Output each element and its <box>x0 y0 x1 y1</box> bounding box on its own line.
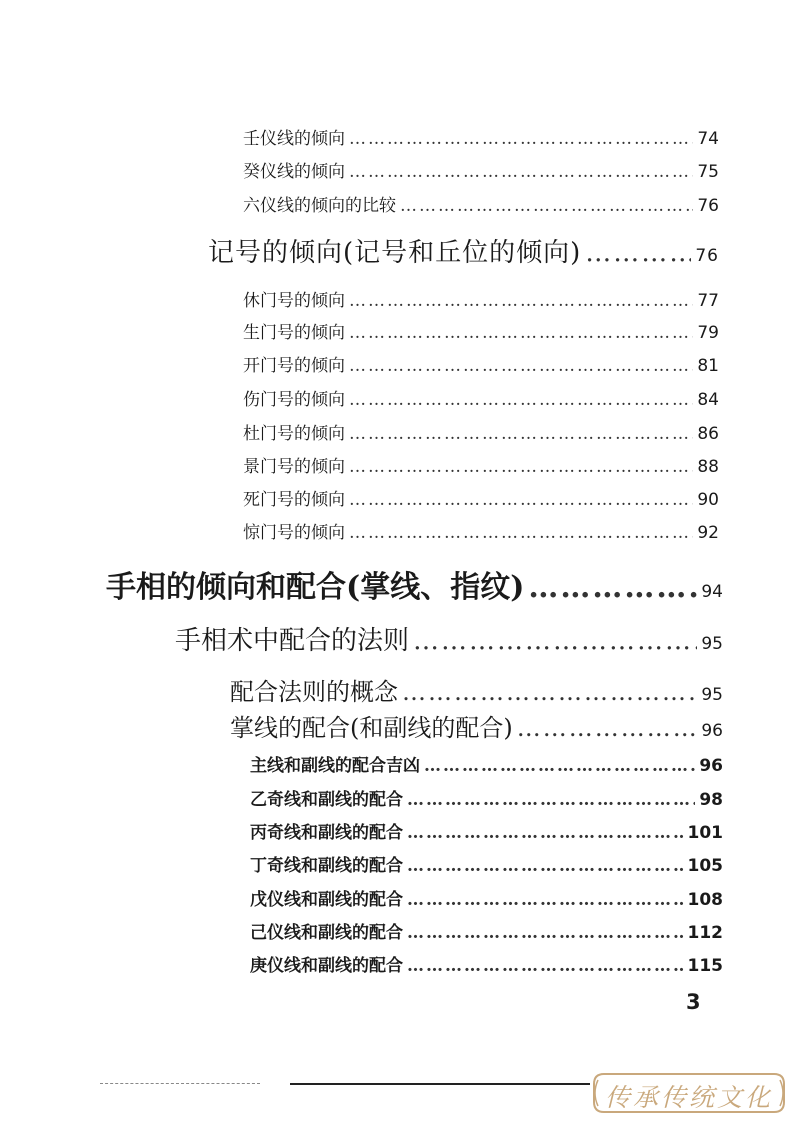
toc-entry[interactable] <box>243 191 719 216</box>
toc-leader-dots <box>349 523 693 543</box>
toc-leader-dots <box>407 856 684 876</box>
toc-entry[interactable] <box>243 286 719 311</box>
toc-leader-dots <box>407 890 684 910</box>
toc-entry-page: 75 <box>697 162 719 182</box>
toc-leader-dots <box>349 129 693 149</box>
toc-leader-dots <box>517 714 698 742</box>
toc-entry-title: 乙奇线和副线的配合 <box>250 790 403 810</box>
toc-leader-dots <box>400 196 693 216</box>
toc-entry[interactable] <box>250 851 723 876</box>
toc-entry[interactable] <box>243 452 719 477</box>
toc-entry-page: 76 <box>695 246 719 266</box>
toc-leader-dots <box>402 678 697 706</box>
toc-leader-dots <box>528 570 697 605</box>
footer-dashed-rule <box>100 1083 260 1084</box>
toc-entry-page: 79 <box>697 323 719 343</box>
toc-entry-page: 84 <box>697 390 719 410</box>
page-number: 3 <box>686 990 701 1014</box>
toc-entry-page: 94 <box>701 582 723 602</box>
toc-entry-title: 杜门号的倾向 <box>243 424 345 444</box>
toc-entry[interactable] <box>243 385 719 410</box>
toc-entry-page: 77 <box>697 291 719 311</box>
toc-entry-page: 88 <box>697 457 719 477</box>
toc-leader-dots <box>349 457 693 477</box>
toc-section-entry[interactable] <box>208 232 719 269</box>
toc-entry-title: 癸仪线的倾向 <box>243 162 345 182</box>
toc-leader-dots <box>349 356 693 376</box>
toc-leader-dots <box>413 626 697 656</box>
toc-leader-dots <box>349 291 693 311</box>
toc-entry-page: 95 <box>701 634 723 654</box>
toc-entry-page: 95 <box>701 685 723 705</box>
toc-entry[interactable] <box>250 785 723 810</box>
toc-entry[interactable] <box>243 351 719 376</box>
toc-entry[interactable] <box>250 751 723 776</box>
toc-entry-page: 108 <box>687 890 723 910</box>
footer-rule <box>290 1083 590 1085</box>
toc-entry-title: 主线和副线的配合吉凶 <box>250 756 420 776</box>
toc-entry[interactable] <box>250 918 723 943</box>
toc-entry[interactable] <box>250 951 723 976</box>
toc-entry-page: 76 <box>697 196 719 216</box>
toc-entry-page: 112 <box>687 923 723 943</box>
toc-entry[interactable] <box>243 485 719 510</box>
toc-entry[interactable] <box>243 124 719 149</box>
toc-entry-title: 开门号的倾向 <box>243 356 345 376</box>
toc-entry-title: 丁奇线和副线的配合 <box>250 856 403 876</box>
toc-entry-page: 74 <box>697 129 719 149</box>
toc-entry-title: 景门号的倾向 <box>243 457 345 477</box>
toc-subsection-entry[interactable] <box>230 672 723 707</box>
toc-subsection-entry[interactable] <box>230 708 723 743</box>
toc-leader-dots <box>407 823 684 843</box>
toc-entry-page: 96 <box>701 721 723 741</box>
toc-section-entry[interactable] <box>175 620 723 657</box>
toc-entry[interactable] <box>243 318 719 343</box>
toc-entry-title: 六仪线的倾向的比较 <box>243 196 396 216</box>
toc-leader-dots <box>585 238 691 268</box>
toc-leader-dots <box>407 790 695 810</box>
toc-entry-title: 伤门号的倾向 <box>243 390 345 410</box>
toc-leader-dots <box>349 323 693 343</box>
toc-entry-title: 配合法则的概念 <box>230 678 398 706</box>
toc-entry[interactable] <box>250 885 723 910</box>
toc-entry-page: 105 <box>687 856 723 876</box>
toc-entry[interactable] <box>243 518 719 543</box>
toc-leader-dots <box>407 956 684 976</box>
toc-entry[interactable] <box>243 419 719 444</box>
toc-leader-dots <box>349 490 693 510</box>
toc-entry-title: 庚仪线和副线的配合 <box>250 956 403 976</box>
toc-chapter-entry[interactable] <box>106 562 723 606</box>
toc-entry-title: 丙奇线和副线的配合 <box>250 823 403 843</box>
toc-entry-title: 死门号的倾向 <box>243 490 345 510</box>
watermark-text: 传承传统文化 <box>604 1083 773 1112</box>
toc-entry[interactable] <box>250 818 723 843</box>
toc-leader-dots <box>424 756 695 776</box>
toc-entry-page: 101 <box>687 823 723 843</box>
toc-entry-page: 86 <box>697 424 719 444</box>
toc-entry-title: 手相的倾向和配合(掌线、指纹) <box>106 570 525 605</box>
toc-entry-title: 己仪线和副线的配合 <box>250 923 403 943</box>
toc-entry-title: 记号的倾向(记号和丘位的倾向) <box>208 238 582 268</box>
toc-entry-title: 生门号的倾向 <box>243 323 345 343</box>
toc-entry-title: 壬仪线的倾向 <box>243 129 345 149</box>
toc-entry[interactable] <box>243 157 719 182</box>
toc-entry-title: 掌线的配合(和副线的配合) <box>230 714 513 742</box>
toc-leader-dots <box>407 923 684 943</box>
toc-leader-dots <box>349 390 693 410</box>
toc-entry-page: 115 <box>687 956 723 976</box>
toc-entry-page: 92 <box>697 523 719 543</box>
toc-entry-title: 惊门号的倾向 <box>243 523 345 543</box>
toc-entry-page: 98 <box>699 790 723 810</box>
toc-entry-page: 90 <box>697 490 719 510</box>
watermark-stamp <box>590 1070 788 1116</box>
toc-entry-page: 96 <box>699 756 723 776</box>
toc-entry-title: 手相术中配合的法则 <box>175 626 410 656</box>
toc-entry-title: 戊仪线和副线的配合 <box>250 890 403 910</box>
toc-leader-dots <box>349 424 693 444</box>
toc-leader-dots <box>349 162 693 182</box>
toc-entry-title: 休门号的倾向 <box>243 291 345 311</box>
toc-entry-page: 81 <box>697 356 719 376</box>
